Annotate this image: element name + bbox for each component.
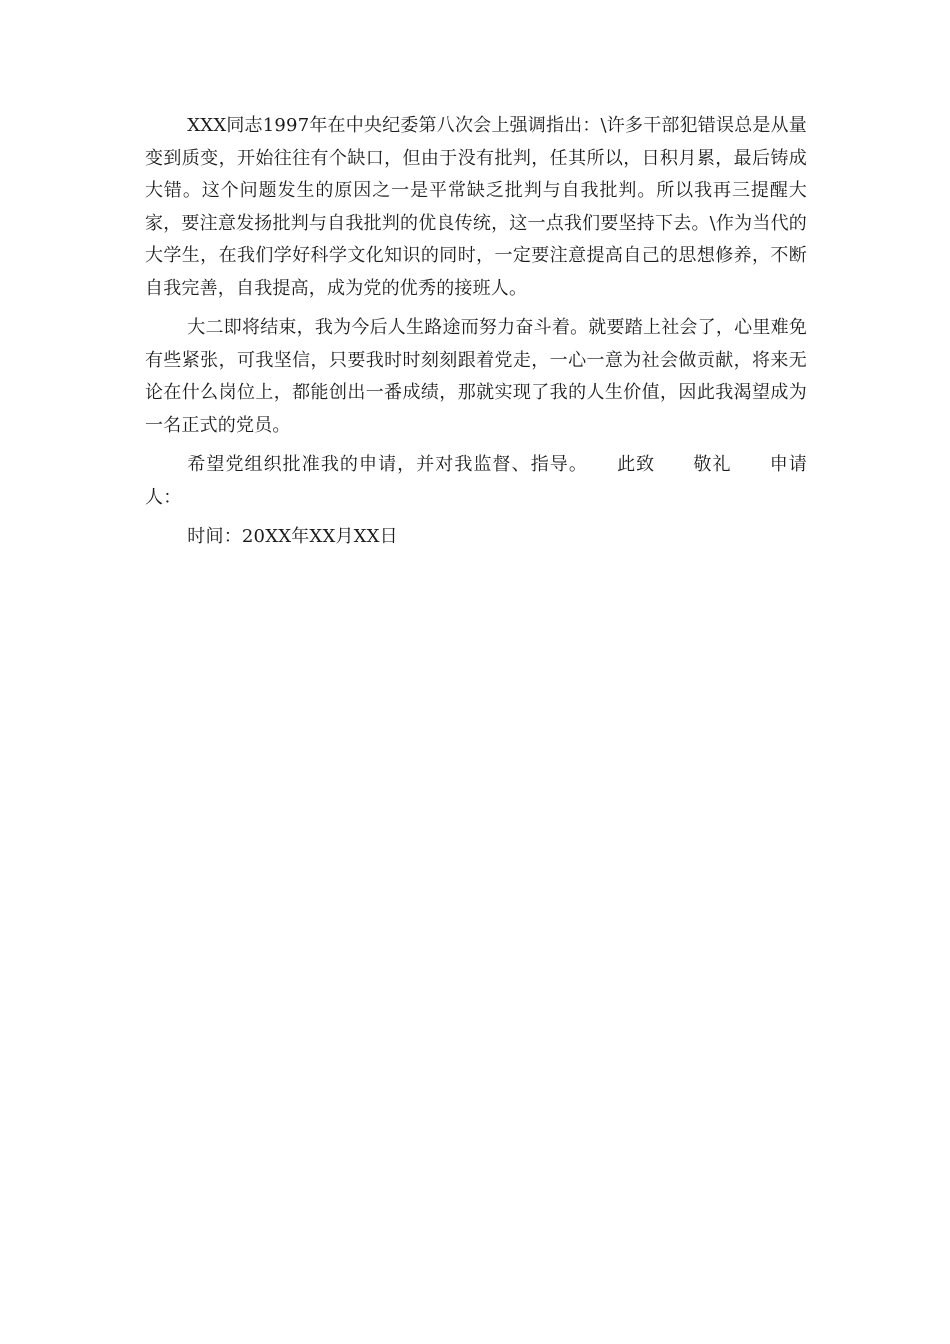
date-line: 时间：20XX年XX月XX日 bbox=[187, 526, 398, 547]
document-body bbox=[145, 110, 807, 561]
paragraph-1: XXX同志1997年在中央纪委第八次会上强调指出：\许多干部犯错误总是从量变到质变，开始往往有个缺口，但由于没有批判，任其所以，日积月累，最后铸成大错。这个问题发生的原因之一是平常缺乏批判与自我批判。所以我再三提醒大家，要注意发扬批判与自我批判的优良传统，这一点我们要坚持下去。\作为当代的大学生，在我们学好科学文化知识的同时，一定要注意提高自己的思想修养，不断自我完善，自我提高，成为党的优秀的接班人。 bbox=[145, 115, 808, 299]
paragraph-3: 希望党组织批准我的申请，并对我监督、指导。 此致 敬礼 申请人： bbox=[145, 454, 807, 508]
paragraph-2: 大二即将结束，我为今后人生路途而努力奋斗着。就要踏上社会了，心里难免有些紧张，可我坚信，只要我时时刻刻跟着党走，一心一意为社会做贡献，将来无论在什么岗位上，都能创出一番成绩，那就实现了我的人生价值，因此我渴望成为一名正式的党员。 bbox=[145, 317, 807, 436]
